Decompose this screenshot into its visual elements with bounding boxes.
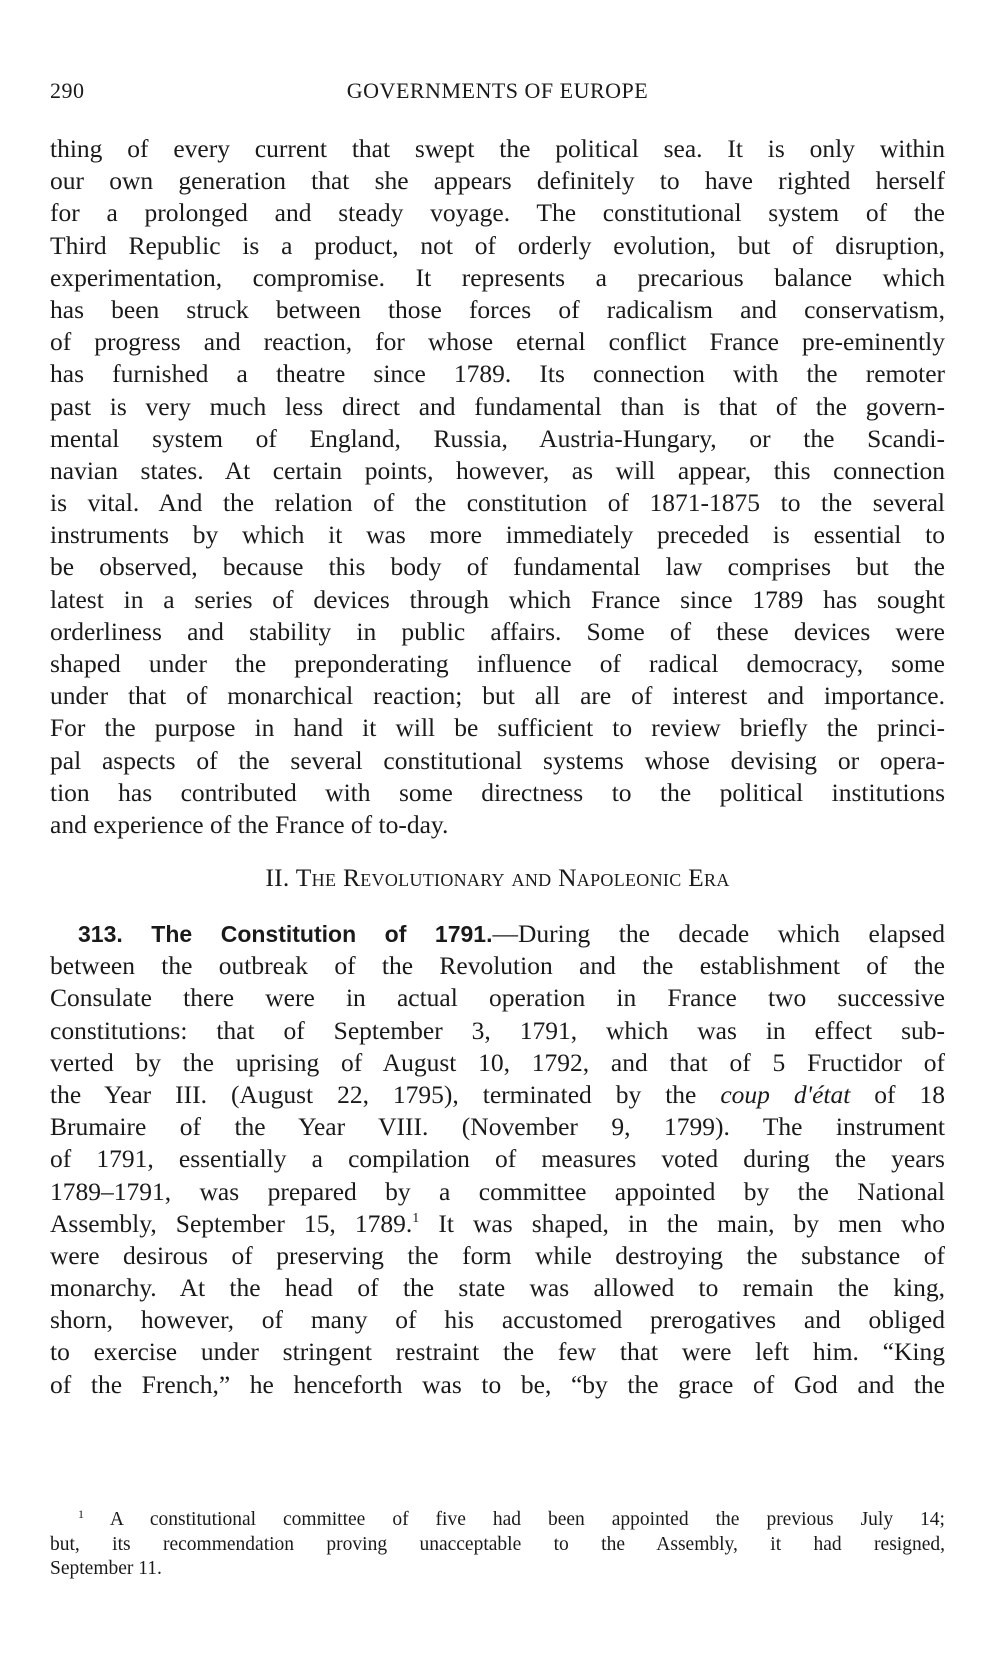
running-head bbox=[50, 78, 945, 110]
text-run: Assembly, September 15, 1789. bbox=[50, 1208, 413, 1238]
text-run: the Year III. (August 22, 1795), terminated by the bbox=[50, 1079, 721, 1109]
text-line: of the French,” he henceforth was to be, “by the grace of God and the bbox=[50, 1369, 945, 1399]
text-line: is vital. And the relation of the constitution of 1871-1875 to the several bbox=[50, 488, 945, 518]
text-line: instruments by which it was more immediately preceded is essential to bbox=[50, 520, 945, 550]
text-line bbox=[50, 1208, 945, 1240]
text-line: past is very much less direct and fundamental than is that of the govern- bbox=[50, 391, 945, 421]
page-number: 290 bbox=[50, 78, 85, 103]
section-first-line bbox=[50, 918, 945, 950]
text-line: For the purpose in hand it will be sufficient to review briefly the princi- bbox=[50, 713, 945, 743]
text-line: verted by the uprising of August 10, 1792, and that of 5 Fructidor of bbox=[50, 1047, 945, 1077]
text-line: between the outbreak of the Revolution and the establishment of the bbox=[50, 951, 945, 981]
footnote-line: but, its recommendation proving unacceptable to the Assembly, it had resigned, bbox=[50, 1533, 945, 1555]
text-line: mental system of England, Russia, Austria-Hungary, or the Scandi- bbox=[50, 423, 945, 453]
text-line: latest in a series of devices through which France since 1789 has sought bbox=[50, 584, 945, 614]
text-line: of 1791, essentially a compilation of measures voted during the years bbox=[50, 1144, 945, 1174]
text-line: pal aspects of the several constitutional systems whose devising or opera- bbox=[50, 745, 945, 775]
italic-phrase: coup d'état bbox=[720, 1079, 851, 1109]
text-line: to exercise under stringent restraint the few that were left him. “King bbox=[50, 1337, 945, 1367]
text-line: our own generation that she appears definitely to have righted herself bbox=[50, 166, 945, 196]
text-run: A constitutional committee of five had been appointed the previous July 14; bbox=[109, 1509, 945, 1530]
text-line bbox=[50, 1079, 945, 1111]
footnote-line bbox=[50, 1508, 945, 1533]
text-line: shaped under the preponderating influence of radical democracy, some bbox=[50, 649, 945, 678]
text-line: and experience of the France of to-day. bbox=[50, 809, 449, 839]
text-run: It was shaped, in the main, by men who bbox=[419, 1208, 945, 1238]
paragraph-1 bbox=[50, 133, 945, 841]
text-line: has furnished a theatre since 1789. Its connection with the remoter bbox=[50, 359, 945, 389]
text-line: 1789–1791, was prepared by a committee appointed by the National bbox=[50, 1176, 945, 1206]
text-line: be observed, because this body of fundamental law comprises but the bbox=[50, 552, 945, 582]
text-line: of progress and reaction, for whose eternal conflict France pre-eminently bbox=[50, 327, 945, 357]
text-line: has been struck between those forces of radicalism and conservatism, bbox=[50, 294, 945, 324]
text-line: for a prolonged and steady voyage. The constitutional system of the bbox=[50, 198, 945, 228]
text-line: Brumaire of the Year VIII. (November 9, 1799). The instrument bbox=[50, 1112, 945, 1142]
section-313-paragraph bbox=[50, 918, 945, 1401]
text-run: of 18 bbox=[850, 1079, 945, 1109]
text-line: orderliness and stability in public affairs. Some of these devices were bbox=[50, 616, 945, 646]
text-line: shorn, however, of many of his accustomed prerogatives and obliged bbox=[50, 1305, 945, 1335]
text-line: thing of every current that swept the political sea. It is only within bbox=[50, 134, 945, 163]
section-heading: II. The Revolutionary and Napoleonic Era bbox=[265, 863, 730, 892]
text-run: —During the decade which elapsed bbox=[492, 919, 945, 948]
text-line: tion has contributed with some directness to the political institutions bbox=[50, 777, 945, 807]
text-line: Third Republic is a product, not of orderly evolution, but of disruption, bbox=[50, 230, 945, 260]
footnote-line: September 11. bbox=[50, 1558, 162, 1579]
text-line: were desirous of preserving the form while destroying the substance of bbox=[50, 1240, 945, 1270]
text-line: Consulate there were in actual operation in France two successive bbox=[50, 983, 945, 1013]
text-line: monarchy. At the head of the state was allowed to remain the king, bbox=[50, 1273, 945, 1303]
text-line: under that of monarchical reaction; but all are of interest and importance. bbox=[50, 681, 945, 711]
running-title: GOVERNMENTS OF EUROPE bbox=[346, 78, 649, 103]
footnote bbox=[50, 1508, 945, 1582]
text-line: constitutions: that of September 3, 1791, which was in effect sub- bbox=[50, 1015, 945, 1045]
footnote-reference[interactable]: 1 bbox=[412, 1210, 420, 1226]
section-title: 313. The Constitution of 1791. bbox=[78, 921, 493, 947]
footnote-marker: 1 bbox=[78, 1507, 84, 1521]
text-line: navian states. At certain points, however, as will appear, this connection bbox=[50, 455, 945, 485]
text-line: experimentation, compromise. It represents a precarious balance which bbox=[50, 262, 945, 292]
